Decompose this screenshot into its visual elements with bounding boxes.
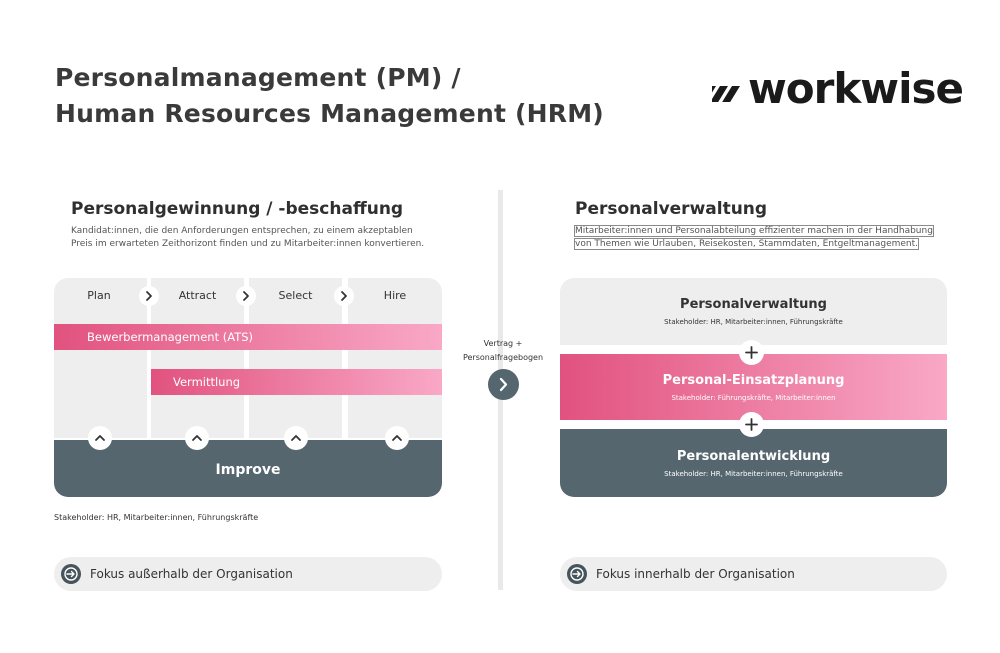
block-title: Personalentwicklung (676, 449, 831, 464)
right-desc-line-2: von Themen wie Urlauben, Reisekosten, Stammdaten, Entgeltmanagement. (575, 238, 918, 249)
focus-outside-pill (54, 557, 442, 591)
right-section-title: Personalverwaltung (575, 199, 768, 219)
right-desc-line-1: Mitarbeiter:innen und Personalabteilung effizienter machen in der Handhabung (575, 226, 933, 236)
improve-block: Improve (54, 440, 442, 497)
block-personalverwaltung (560, 278, 947, 345)
workwise-logo (712, 64, 963, 114)
left-section-title: Personalgewinnung / -beschaffung (71, 199, 404, 219)
column-select (249, 278, 342, 438)
logo-text: workwise (748, 64, 963, 113)
bar-vermittlung: Vermittlung (151, 369, 442, 395)
block-stakeholder: Stakeholder: Führungskräfte, Mitarbeiter:innen (671, 394, 836, 402)
column-attract (151, 278, 244, 438)
column-plan (54, 278, 147, 438)
step-hire: Hire (383, 289, 407, 302)
handover-label-line-1: Vertrag + (483, 339, 523, 348)
page-title (55, 60, 604, 132)
hr-admin-panel (560, 278, 947, 497)
block-stakeholder: Stakeholder: HR, Mitarbeiter:innen, Führungskräfte (664, 318, 843, 326)
block-personalentwicklung (560, 429, 947, 497)
step-attract: Attract (178, 289, 217, 302)
handover-label (458, 337, 548, 365)
chevron-right-icon (236, 286, 256, 306)
left-desc-line-1: Kandidat:innen, die den Anforderungen entsprechen, zu einem akzeptablen (71, 226, 413, 236)
chevron-up-icon (385, 426, 409, 450)
handover-label-line-2: Personalfragebogen (462, 353, 544, 362)
logo-mark-icon (712, 64, 752, 114)
block-title: Personal-Einsatzplanung (662, 373, 845, 388)
plus-icon (739, 412, 764, 437)
right-section-description (575, 225, 933, 250)
step-select: Select (278, 289, 313, 302)
chevron-right-icon (488, 369, 519, 400)
step-plan: Plan (87, 289, 111, 302)
page-title-line-2: Human Resources Management (HRM) (55, 99, 604, 128)
column-hire (348, 278, 442, 438)
focus-outside-label: Fokus außerhalb der Organisation (90, 567, 293, 581)
chevron-right-icon (334, 286, 354, 306)
chevron-up-icon (185, 426, 209, 450)
left-desc-line-2: Preis im erwarteten Zeithorizont finden und zu Mitarbeiter:innen konvertieren. (71, 238, 425, 249)
chevron-up-icon (88, 426, 112, 450)
bar-bewerbermanagement: Bewerbermanagement (ATS) (54, 324, 442, 350)
arrow-circle-icon (61, 564, 81, 584)
left-stakeholder-note: Stakeholder: HR, Mitarbeiter:innen, Führungskräfte (54, 513, 259, 522)
chevron-up-icon (284, 426, 308, 450)
arrow-circle-icon (567, 564, 587, 584)
page-title-line-1: Personalmanagement (PM) / (55, 63, 461, 92)
focus-inside-pill (560, 557, 947, 591)
focus-inside-label: Fokus innerhalb der Organisation (596, 567, 795, 581)
recruiting-process-panel (54, 278, 442, 497)
plus-icon (739, 340, 764, 365)
chevron-right-icon (139, 286, 159, 306)
left-section-description (71, 225, 424, 250)
block-stakeholder: Stakeholder: HR, Mitarbeiter:innen, Führungskräfte (664, 470, 843, 478)
block-title: Personalverwaltung (680, 297, 827, 312)
